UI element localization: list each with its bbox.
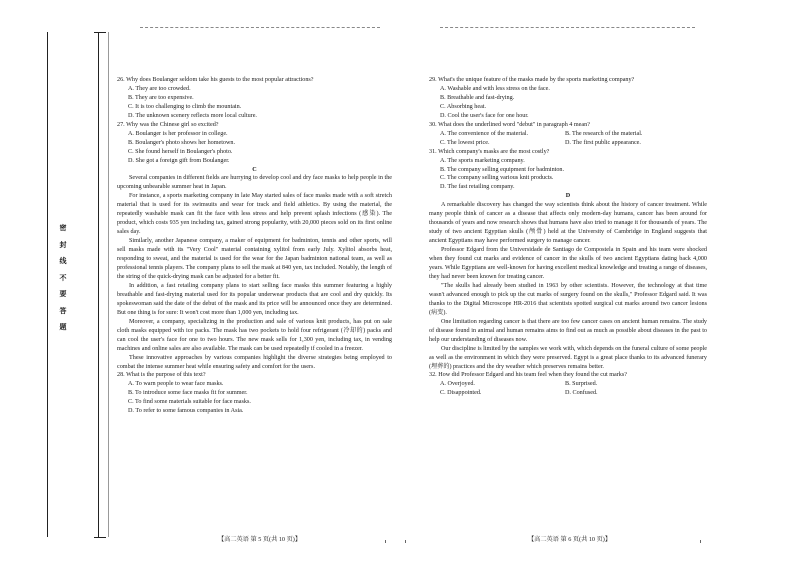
margin-tick-bottom <box>94 537 106 538</box>
right-column <box>429 76 707 398</box>
question-text: 28. What is the purpose of this text? <box>117 372 206 379</box>
option: A. Washable and with less stress on the face. <box>440 85 550 92</box>
option: B. They are too expensive. <box>128 94 194 101</box>
left-column <box>117 76 392 416</box>
option: D. The fast retailing company. <box>440 184 515 191</box>
option: C. It is too challenging to climb the mountain. <box>128 103 242 110</box>
question-30 <box>429 121 707 148</box>
option: B. Surprised. <box>565 381 598 388</box>
question-28 <box>117 371 392 416</box>
top-dash-left <box>140 27 380 28</box>
paragraph: Similarly, another Japanese company, a maker of equipment for badminton, tennis and other sports, will sell masks made with its "Very Cool" material containing xylitol from early July. Xylitol absorbs heat, responding to sweat, and the material is used for the wear for the Japan badminton national team, as well as professional tennis players. The company plans to sell the mask at 840 yen, tax included. Notably, the length of the string of the quick-drying mask can be adjusted for a better fit. <box>117 238 392 280</box>
passage-c <box>117 174 392 371</box>
question-text: 27. Why was the Chinese girl so excited? <box>117 121 219 128</box>
section-d-title: D <box>565 193 571 200</box>
paragraph: These innovative approaches by various companies highlight the diverse strategies being employed to combat the intense summer heat while ensuring safety and comfort for the users. <box>117 354 392 370</box>
stray-mark <box>700 540 701 543</box>
question-26 <box>117 76 392 121</box>
margin-rule-right <box>98 32 99 537</box>
question-text: 31. Which company's masks are the most costly? <box>429 148 550 155</box>
question-31 <box>429 148 707 193</box>
option: A. Overjoyed. <box>440 381 475 388</box>
option: C. Disappointed. <box>440 390 482 397</box>
paragraph: One limitation regarding cancer is that there are too few cancer cases on ancient human remains. The study of disease found in animal and human remains aims to find out as much as possible about diseases in the past to help our understanding of diseases now. <box>429 318 707 343</box>
section-c-title: C <box>252 166 257 173</box>
paragraph: For instance, a sports marketing company in late May started sales of face masks made with a soft stretch material that is used for its swimsuits and wear for track and field athletics. By using the material, the repeatedly washable mask can fit the face with less stress and help prevent splash infections (感染). The product, which costs 935 yen including tax, gained strong popularity, with 20,000 pieces sold on its first online sales day. <box>117 193 392 236</box>
option-row <box>429 380 707 389</box>
passage-d <box>429 201 707 371</box>
paragraph: Moreover, a company, specializing in the production and sale of various knit products, has put on sale cloth masks equipped with ice packs. The mask has two pockets to hold four refrigerant (冷却的) packs and can cool the user's face for one to two hours. The new mask sells for 1,300 yen, including tax, in vending machines and online sales are also available. The mask can be used repeatedly if cooled in a freezer. <box>117 318 392 352</box>
option: B. Breathable and fast-drying. <box>440 94 515 101</box>
option: C. She found herself in Boulanger's photo. <box>128 148 233 155</box>
option: C. The company selling various knit products. <box>440 175 554 182</box>
option: C. Absorbing heat. <box>440 103 487 110</box>
stray-mark <box>405 540 406 543</box>
paragraph: "The skulls had already been studied in 1963 by other scientists. However, the technology at that time wasn't advanced enough to pick up the cut marks of surgery found on the skulls," Professor Edgard said. It was thanks to the Digital Microscope HR-2016 that scientists spotted surgical cut marks around two cancer lesions (病变). <box>429 282 707 316</box>
option: D. Confused. <box>565 390 598 397</box>
option: D. Cool the user's face for one hour. <box>440 112 529 119</box>
question-32 <box>429 371 707 398</box>
margin-tick-top <box>94 32 106 33</box>
binding-margin <box>0 0 108 566</box>
option: D. To refer to some famous companies in Asia. <box>128 408 244 415</box>
margin-rule-left <box>47 32 48 537</box>
top-dash-right <box>440 27 695 28</box>
option: A. They are too crowded. <box>128 85 191 92</box>
question-text: 32. How did Professor Edgard and his team feel when they found the cut marks? <box>429 372 627 379</box>
option: B. The company selling equipment for badminton. <box>440 166 565 173</box>
option: A. The convenience of the material. <box>440 130 529 137</box>
option: B. The research of the material. <box>565 130 643 137</box>
option-row <box>429 389 707 398</box>
paragraph: In addition, a fast retailing company plans to start selling face masks this summer featuring a highly breathable and fast-drying material used for its popular underwear products that are cool and dry quickly. Its spokeswoman said the date of the debut of the mask and its price will be announced once they are determined. But one thing is for sure: It won't cost more than 1,000 yen, including tax. <box>117 282 392 316</box>
paragraph: Professor Edgard from the Universidade de Santiago de Compostela in Spain and his team were shocked when they found cut marks and evidence of cancer in the skulls of two ancient Egyptians dating back 4,000 years. While Egyptians are well-known for having excellent medical knowledge and treating a range of diseases, they had never been known for treating cancer. <box>429 247 707 280</box>
paragraph: A remarkable discovery has changed the way scientists think about the history of cancer treatment. While many people think of cancer as a disease that affects only modern-day humans, cancer has been around for thousands of years and now research shows that humans have also tried to manage it for thousands of years. The study of two ancient Egyptian skulls (颅骨) held at the University of Cambridge in England suggests that ancient Egyptians may have performed surgery to manage cancer. <box>429 202 707 245</box>
page-footer-left: 【高二英语 第 5 页(共 10 页)】 <box>218 536 302 543</box>
stray-mark <box>385 540 386 543</box>
option: B. Boulanger's photo shows her hometown. <box>128 139 236 146</box>
option: D. The unknown scenery reflects more local culture. <box>128 112 257 119</box>
question-27 <box>117 121 392 166</box>
option: C. The lowest price. <box>440 139 490 146</box>
paragraph: Several companies in different fields are hurrying to develop cool and dry face masks to help people in the upcoming unbearable summer heat in Japan. <box>117 175 392 191</box>
margin-rule-inner <box>108 32 109 537</box>
question-text: 30. What does the underlined word "debut" in paragraph 4 mean? <box>429 121 590 128</box>
option: A. The sports marketing company. <box>440 157 525 164</box>
option: A. To warn people to wear face masks. <box>128 381 224 388</box>
page-footer-right: 【高二英语 第 6 页(共 10 页)】 <box>528 536 612 543</box>
option: D. The first public appearance. <box>565 139 641 146</box>
option: C. To find some materials suitable for face masks. <box>128 399 251 406</box>
question-text: 26. Why does Boulanger seldom take his guests to the most popular attractions? <box>117 77 314 83</box>
option: A. Boulanger is her professor in college. <box>128 130 228 137</box>
option: D. She got a foreign gift from Boulanger. <box>128 157 230 164</box>
question-29 <box>429 76 707 121</box>
seal-line-notice: 密 封 线 不 要 答 题 <box>59 223 67 331</box>
option-row <box>429 130 707 139</box>
paragraph: Our discipline is limited by the samples we work with, which depends on the funeral culture of some people as well as the environment in which they were preserved. Egypt is a great place thanks to its advanced funerary (埋葬的) practices and the dry weather which preserves remains better. <box>429 345 707 370</box>
question-text: 29. What's the unique feature of the masks made by the sports marketing company? <box>429 77 635 83</box>
option-row <box>429 139 707 148</box>
option: B. To introduce some face masks fit for summer. <box>128 390 248 397</box>
